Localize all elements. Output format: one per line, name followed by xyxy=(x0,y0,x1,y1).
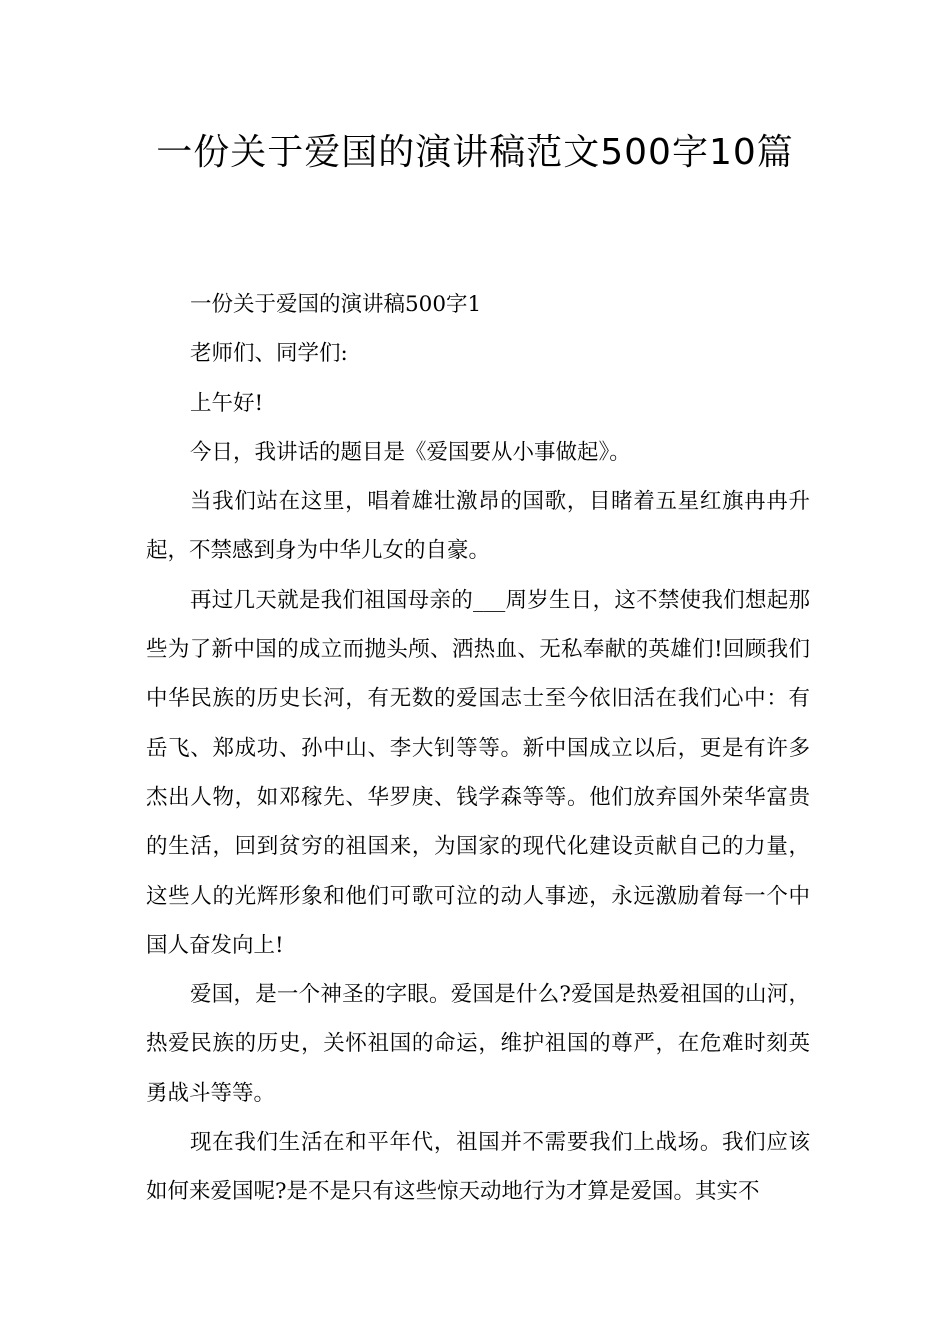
paragraph-subtitle: 一份关于爱国的演讲稿500字1 xyxy=(190,292,482,317)
paragraph: 当我们站在这里，唱着雄壮激昂的国歌，目睹着五星红旗冉冉升起，不禁感到身为中华儿女的自豪。 xyxy=(146,489,810,564)
paragraph-topic: 今日，我讲话的题目是《爱国要从小事做起》。 xyxy=(190,439,631,465)
document-title: 一份关于爱国的演讲稿范文500字10篇 xyxy=(156,132,794,173)
paragraph: 爱国，是一个神圣的字眼。爱国是什么?爱国是热爱祖国的山河，热爱民族的历史，关怀祖国的命运，维护祖国的尊严，在危难时刻英勇战斗等等。 xyxy=(146,982,810,1106)
paragraph-greeting: 上午好! xyxy=(190,390,264,416)
document-body xyxy=(146,280,810,1217)
paragraph: 现在我们生活在和平年代，祖国并不需要我们上战场。我们应该如何来爱国呢?是不是只有这些惊天动地行为才算是爱国。其实不 xyxy=(146,1130,810,1205)
paragraph: 再过几天就是我们祖国母亲的___周岁生日，这不禁使我们想起那些为了新中国的成立而抛头颅、洒热血、无私奉献的英雄们!回顾我们中华民族的历史长河，有无数的爱国志士至今依旧活在我们心中：有岳飞、郑成功、孙中山、李大钊等等。新中国成立以后，更是有许多杰出人物，如邓稼先、华罗庚、钱学森等等。他们放弃国外荣华富贵的生活，回到贫穷的祖国来，为国家的现代化建设贡献自己的力量，这些人的光辉形象和他们可歌可泣的动人事迹，永远激励着每一个中国人奋发向上! xyxy=(146,587,810,958)
paragraph-salutation: 老师们、同学们: xyxy=(190,341,348,367)
